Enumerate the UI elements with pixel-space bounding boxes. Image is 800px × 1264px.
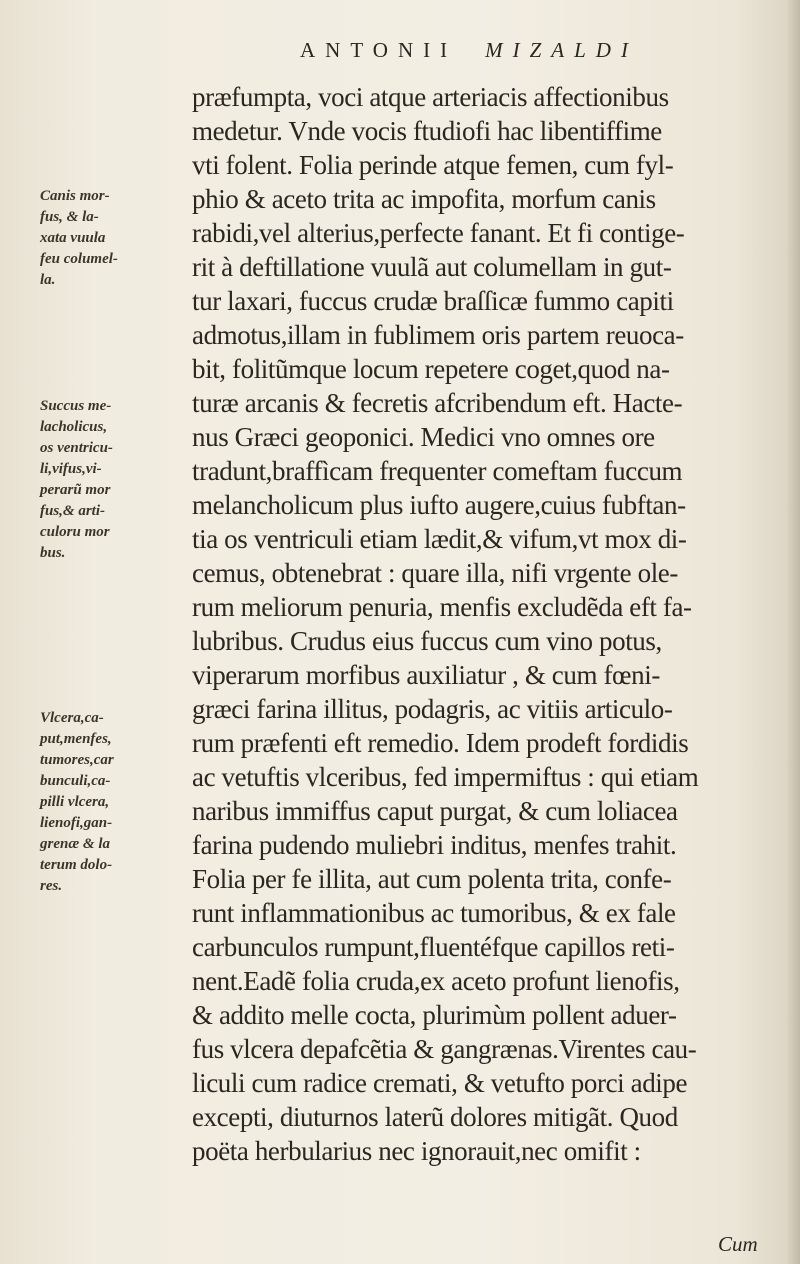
text-line: runt inflammationibus ac tumoribus, & ex fale	[192, 898, 676, 928]
text-line: naribus immiffus caput purgat, & cum loliacea	[192, 796, 678, 826]
text-line: tradunt,braffìcam frequenter comeftam fuccum	[192, 456, 683, 486]
margin-note-line: pilli vlcera,	[40, 794, 110, 810]
margin-note-line: Succus me-	[40, 398, 112, 414]
text-line: ac vetuftis vlceribus, fed impermiftus : qui etiam	[192, 762, 699, 792]
text-line: tia os ventriculi etiam lædit,& vifum,vt mox di-	[192, 524, 687, 554]
margin-note-line: la.	[40, 272, 56, 288]
margin-note-line: lienofi,gan-	[40, 815, 113, 831]
text-line: græci farina illitus, podagris, ac vitiis articulo-	[192, 694, 673, 724]
text-line: nus Græci geoponici. Medici vno omnes ore	[192, 422, 655, 452]
margin-note-line: bus.	[40, 545, 66, 561]
text-line: Folia per fe illita, aut cum polenta trita, confe-	[192, 864, 672, 894]
margin-note-line: res.	[40, 878, 63, 894]
text-line: admotus,illam in fublimem oris partem reuoca-	[192, 320, 684, 350]
margin-note-line: tumores,car	[40, 752, 114, 768]
text-line: & addito melle cocta, plurimùm pollent aduer-	[192, 1000, 677, 1030]
text-line: tur laxari, fuccus crudæ braſſicæ fummo capiti	[192, 286, 674, 316]
header-author-given: ANTONII	[300, 38, 458, 62]
text-line: carbunculos rumpunt,fluentéfque capillos reti-	[192, 932, 675, 962]
text-line: melancholicum plus iufto augere,cuius fubftan-	[192, 490, 686, 520]
text-line: rum meliorum penuria, menfis excludẽda eft fa-	[192, 592, 692, 622]
text-line: cemus, obtenebrat : quare illa, nifi vrgente ole-	[192, 558, 678, 588]
margin-note-line: bunculi,ca-	[40, 773, 111, 789]
text-line: rabidi,vel alterius,perfecte fanant. Et fi contige-	[192, 218, 685, 248]
text-line: turæ arcanis & fecretis afcribendum eft. Hacte-	[192, 388, 683, 418]
margin-note-line: Vlcera,ca-	[40, 710, 104, 726]
margin-note-line: culoru mor	[40, 524, 110, 540]
margin-note-line: fus, & la-	[40, 209, 99, 225]
running-header	[300, 38, 700, 63]
margin-note-line: terum dolo-	[40, 857, 113, 873]
margin-note-line: put,menfes,	[40, 731, 112, 747]
text-line: rum præfenti eft remedio. Idem prodeft fordidis	[192, 728, 689, 758]
text-line: farina pudendo muliebri inditus, menfes trahit.	[192, 830, 677, 860]
margin-note-line: fus,& arti-	[40, 503, 106, 519]
header-author-family: MIZALDI	[485, 38, 638, 62]
text-line: medetur. Vnde vocis ftudiofi hac libentiffime	[192, 116, 662, 146]
text-line: liculi cum radice cremati, & vetufto porci adipe	[192, 1068, 688, 1098]
text-line: poëta herbularius nec ignorauit,nec omifit :	[192, 1136, 641, 1166]
margin-note-line: grenæ & la	[40, 836, 111, 852]
margin-note-line: feu columel-	[40, 251, 118, 267]
page-edge-shadow	[786, 0, 800, 1264]
text-line: viperarum morfibus auxiliatur , & cum fœni-	[192, 660, 660, 690]
text-line: præfumpta, voci atque arteriacis affectionibus	[192, 82, 669, 112]
margin-note-line: os ventricu-	[40, 440, 113, 456]
text-line: fus vlcera depafcẽtia & gangrænas.Virentes cau-	[192, 1034, 697, 1064]
margin-note-line: li,vifus,vi-	[40, 461, 102, 477]
margin-note-line: Canis mor-	[40, 188, 110, 204]
text-line: excepti, diuturnos laterũ dolores mitigãt. Quod	[192, 1102, 678, 1132]
margin-note-line: perarũ mor	[40, 482, 111, 498]
text-line: lubribus. Crudus eius fuccus cum vino potus,	[192, 626, 662, 656]
text-line: rit à deftillatione vuulã aut columellam in gut-	[192, 252, 672, 282]
text-line: nent.Eadẽ folia cruda,ex aceto profunt lienofis,	[192, 966, 680, 996]
main-text	[192, 80, 782, 1168]
text-line: bit, folitũmque locum repetere coget,quod na-	[192, 354, 670, 384]
text-line: phio & aceto trita ac impofita, morfum canis	[192, 184, 656, 214]
margin-note-line: xata vuula	[40, 230, 106, 246]
catchword: Cum	[718, 1232, 758, 1256]
margin-note-line: lacholicus,	[40, 419, 108, 435]
text-line: vti folent. Folia perinde atque femen, cum fyl-	[192, 150, 674, 180]
